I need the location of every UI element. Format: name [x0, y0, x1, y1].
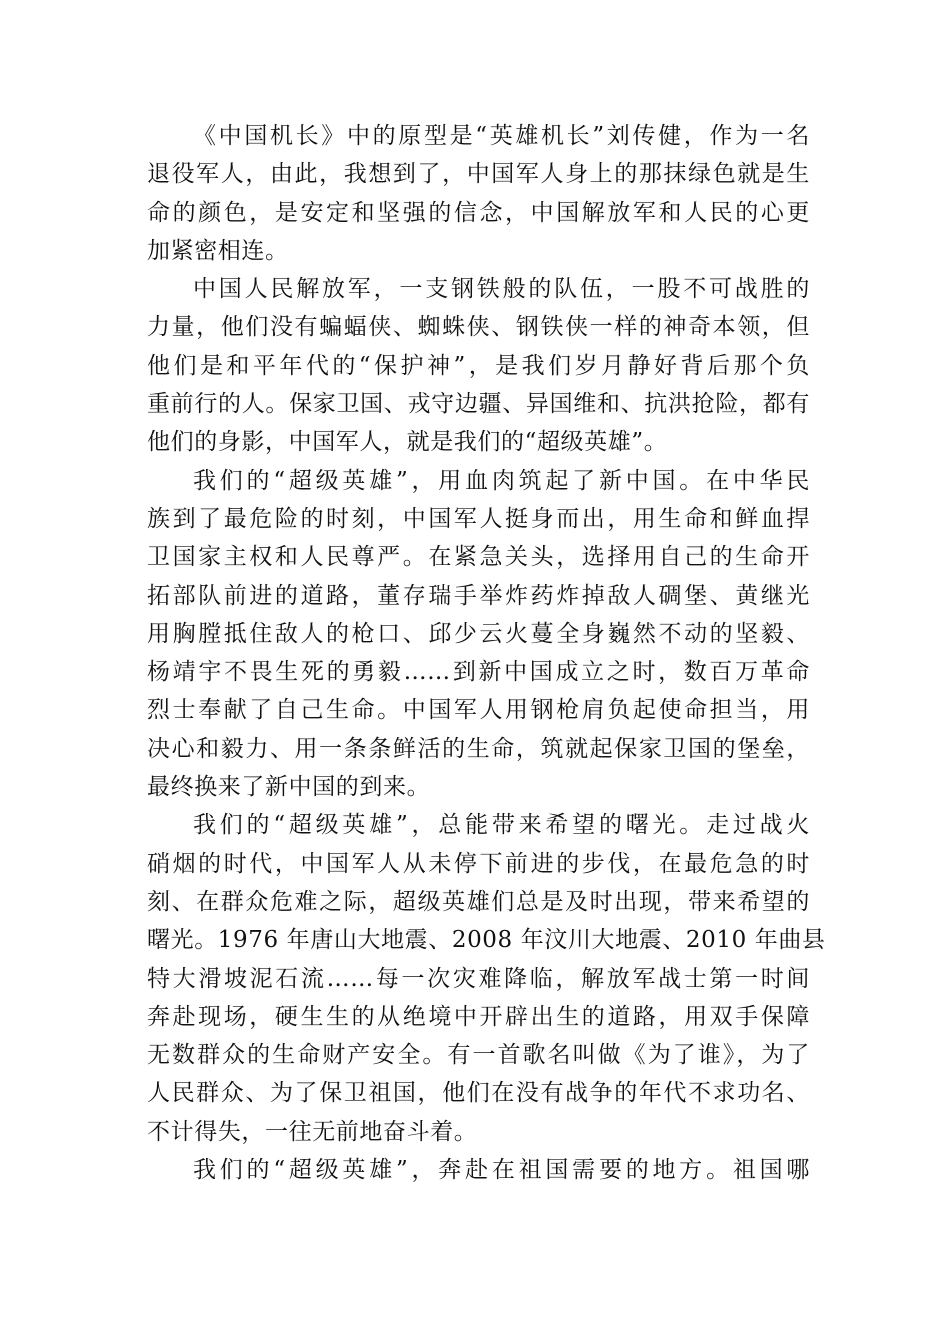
text-line: 烈士奉献了自己生命。中国军人用钢枪肩负起使命担当，用 [147, 697, 810, 724]
text-line: 不计得失，一往无前地奋斗着。 [147, 1118, 478, 1145]
text-line: 奔赴现场，硬生生的从绝境中开辟出生的道路，用双手保障 [147, 1003, 810, 1030]
text-line: 力量，他们没有蝙蝠侠、蜘蛛侠、钢铁侠一样的神奇本领，但 [147, 314, 810, 341]
text-line: 无数群众的生命财产安全。有一首歌名叫做《为了谁》，为了 [147, 1042, 810, 1069]
paragraph [147, 462, 810, 807]
text-line: 族到了最危险的时刻，中国军人挺身而出，用生命和鲜血捍 [147, 505, 810, 532]
paragraph [147, 270, 810, 461]
text-line: 曙光。1976 年唐山大地震、2008 年汶川大地震、2010 年曲县 [147, 927, 826, 954]
text-line: 我们的“超级英雄”，总能带来希望的曙光。走过战火 [193, 812, 810, 839]
text-line: 加紧密相连。 [147, 237, 289, 264]
text-line: 卫国家主权和人民尊严。在紧急关头，选择用自己的生命开 [147, 544, 810, 571]
text-line: 决心和毅力、用一条条鲜活的生命，筑就起保家卫国的堡垒， [147, 735, 810, 762]
text-line: 拓部队前进的道路，董存瑞手举炸药炸掉敌人碉堡、黄继光 [147, 582, 810, 609]
article-body [147, 117, 826, 1189]
text-line: 《中国机长》中的原型是“英雄机长”刘传健，作为一名 [193, 123, 810, 149]
text-line: 他们的身影，中国军人，就是我们的“超级英雄”。 [147, 429, 668, 456]
text-line: 硝烟的时代，中国军人从未停下前进的步伐，在最危急的时 [147, 850, 810, 877]
text-line: 他们是和平年代的“保护神”，是我们岁月静好背后那个负 [147, 352, 810, 379]
text-line: 命的颜色，是安定和坚强的信念，中国解放军和人民的心更 [147, 199, 810, 226]
paragraph [147, 117, 810, 270]
text-line: 退役军人，由此，我想到了，中国军人身上的那抹绿色就是生 [147, 161, 810, 188]
text-line: 重前行的人。保家卫国、戎守边疆、异国维和、抗洪抢险，都有 [147, 391, 810, 418]
text-line: 我们的“超级英雄”，用血肉筑起了新中国。在中华民 [193, 467, 810, 494]
text-line: 刻、在群众危难之际，超级英雄们总是及时出现，带来希望的 [147, 888, 810, 915]
text-line: 杨靖宇不畏生死的勇毅……到新中国成立之时，数百万革命 [147, 659, 810, 686]
paragraph [147, 806, 826, 1151]
text-line: 特大滑坡泥石流……每一次灾难降临，解放军战士第一时间 [147, 965, 810, 992]
text-line: 用胸膛抵住敌人的枪口、邱少云火蔓全身巍然不动的坚毅、 [147, 620, 810, 647]
text-line: 最终换来了新中国的到来。 [147, 774, 431, 801]
text-line: 中国人民解放军，一支钢铁般的队伍，一股不可战胜的 [193, 276, 810, 303]
text-line: 人民群众、为了保卫祖国，他们在没有战争的年代不求功名、 [147, 1080, 810, 1107]
text-line: 我们的“超级英雄”，奔赴在祖国需要的地方。祖国哪 [193, 1157, 810, 1184]
paragraph [147, 1151, 810, 1189]
